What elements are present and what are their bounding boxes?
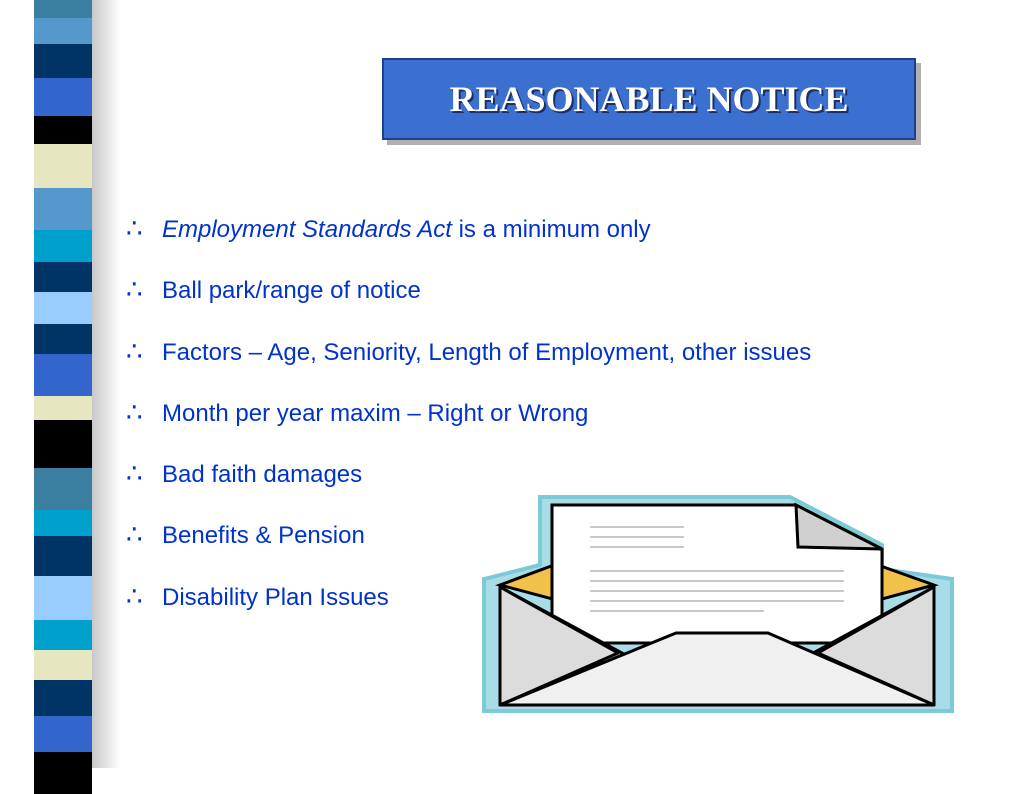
therefore-bullet-icon: ∴: [126, 397, 143, 428]
bullet-text: Factors – Age, Seniority, Length of Employment, other issues: [162, 338, 812, 366]
bullet-text: Bad faith damages: [162, 461, 363, 489]
bullet-text: Disability Plan Issues: [162, 583, 389, 611]
therefore-bullet-icon: ∴: [126, 214, 143, 244]
decorative-side-strip: [34, 0, 92, 768]
bullet-text: Ball park/range of notice: [162, 277, 421, 305]
title-banner: [382, 58, 916, 140]
therefore-bullet-icon: ∴: [126, 581, 143, 612]
bullet-item: [126, 398, 1006, 459]
strip-shadow: [92, 0, 120, 768]
bullet-italic-text: Employment Standards Act: [162, 216, 452, 243]
therefore-bullet-icon: ∴: [126, 336, 143, 367]
bullet-item: [126, 337, 1006, 398]
bullet-text: Benefits & Pension: [162, 522, 365, 550]
therefore-bullet-icon: ∴: [126, 275, 143, 306]
envelope-with-letter-icon: [478, 493, 958, 718]
slide-title: REASONABLE NOTICE: [449, 79, 849, 119]
bullet-text: Month per year maxim – Right or Wrong: [162, 399, 589, 427]
bullet-text: is a minimum only: [451, 216, 651, 243]
therefore-bullet-icon: ∴: [126, 520, 143, 551]
bullet-item: [126, 214, 1006, 275]
therefore-bullet-icon: ∴: [126, 459, 143, 490]
bullet-item: [126, 275, 1006, 336]
